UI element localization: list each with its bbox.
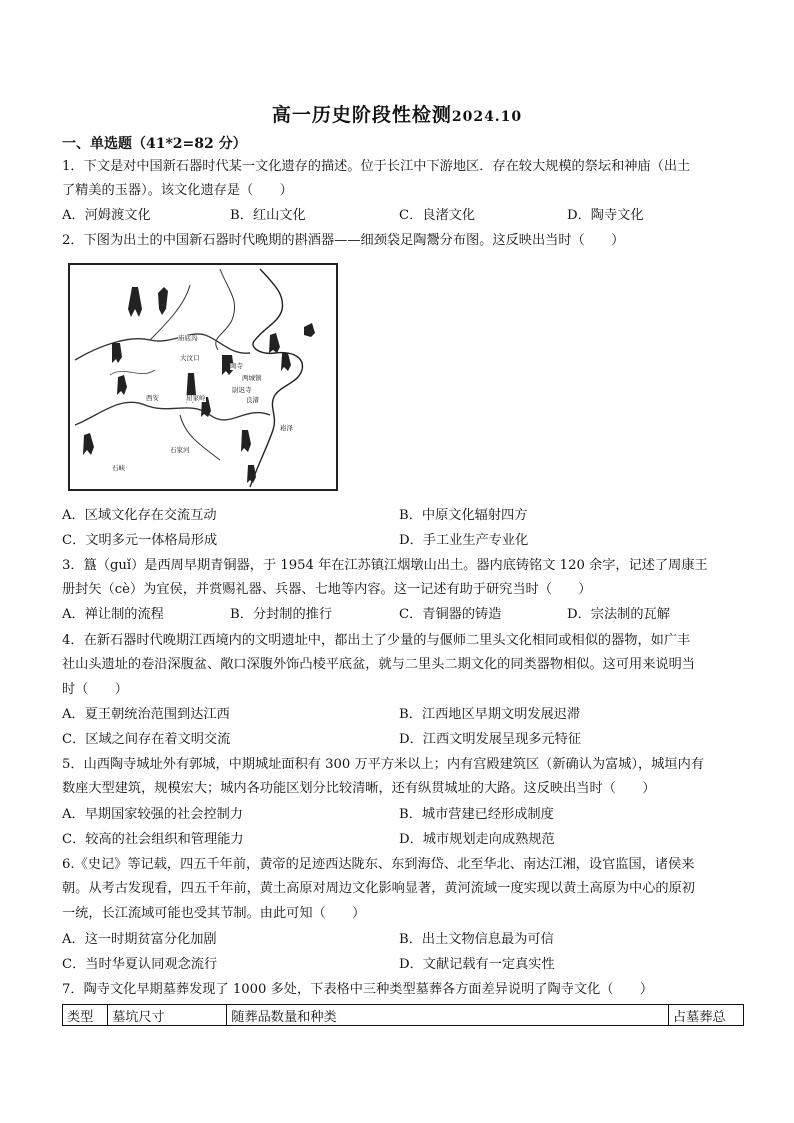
q4-line-2: 社山头遗址的卷沿深腹盆、敞口深腹外饰凸棱平底盆，就与二里头二期文化的同类器物相似。这可用来说明当 (62, 657, 695, 672)
q6-line-3: 一统，长江流域可能也受其节制。由此可知（ ） (62, 906, 366, 921)
map-label-3: 两城镇 (242, 374, 262, 382)
map-label-10: 石峡 (112, 464, 125, 472)
table-header-cell: 墓坑尺寸 (108, 1005, 227, 1026)
map-label-6: 屈家岭 (186, 394, 206, 402)
q5-option-c[interactable]: C．较高的社会组织和管理能力 (62, 832, 244, 847)
q4-option-d[interactable]: D．江西文明发展呈现多元特征 (399, 732, 582, 747)
q2-option-b[interactable]: B．中原文化辐射四方 (399, 508, 528, 523)
q3-option-c[interactable]: C．青铜器的铸造 (399, 607, 502, 622)
q6-option-d[interactable]: D．文献记载有一定真实性 (399, 957, 555, 972)
page-title (0, 100, 794, 127)
q3-option-d[interactable]: D．宗法制的瓦解 (567, 607, 670, 622)
q1-line-1: 1．下文是对中国新石器时代某一文化遗存的描述。位于长江中下游地区．存在较大规模的祭坛和神庙（出土 (62, 159, 691, 174)
tomb-comparison-table (62, 1004, 744, 1026)
q1-option-d[interactable]: D．陶寺文化 (567, 208, 644, 223)
q4-line-1: 4．在新石器时代晚期江西境内的文明遗址中，都出土了少量的与偃师二里头文化相同或相似的器物，如广丰 (62, 633, 691, 648)
map-label-8: 石家河 (170, 446, 190, 454)
section-heading: 一、单选题（41*2=82 分） (62, 136, 247, 152)
q2-line-1: 2．下图为出土的中国新石器时代晚期的斟酒器——细颈袋足陶鬶分布图。这反映出当时（ ） (62, 233, 625, 248)
q3-line-2: 册封矢（cè）为宜侯，并赏赐礼器、兵器、七地等内容。这一记述有助于研究当时（ ） (62, 582, 592, 597)
q1-option-c[interactable]: C．良渚文化 (399, 208, 476, 223)
q1-line-2: 了精美的玉器）。该文化遗存是（ ） (62, 183, 293, 198)
map-drawing (70, 265, 336, 489)
map-label-0: 庙底沟 (178, 334, 198, 342)
q3-option-a[interactable]: A．禅让制的流程 (62, 607, 164, 622)
table-header-cell: 占墓葬总 (668, 1005, 743, 1026)
q4-option-c[interactable]: C．区域之间存在着文明交流 (62, 732, 231, 747)
table-header-row (63, 1005, 744, 1026)
pottery-distribution-map (68, 263, 338, 491)
q2-option-c[interactable]: C．文明多元一体格局形成 (62, 533, 218, 548)
q6-option-b[interactable]: B．出土文物信息最为可信 (399, 932, 554, 947)
q2-option-d[interactable]: D．手工业生产专业化 (399, 533, 529, 548)
table-header-cell: 随葬品数量和种类 (227, 1005, 669, 1026)
q4-option-a[interactable]: A．夏王朝统治范围到达江西 (62, 707, 230, 722)
q5-option-a[interactable]: A．早期国家较强的社会控制力 (62, 807, 243, 822)
q5-option-b[interactable]: B．城市营建已经形成制度 (399, 807, 554, 822)
table-header-cell: 类型 (63, 1005, 108, 1026)
q3-line-1: 3．簋（guǐ）是西周早期青铜器，于 1954 年在江苏镇江烟墩山出土。器内底铸铭文 120 余字，记述了周康王 (62, 558, 708, 573)
q4-option-b[interactable]: B．江西地区早期文明发展迟滞 (399, 707, 581, 722)
q6-option-c[interactable]: C．当时华夏认同观念流行 (62, 957, 218, 972)
q5-line-1: 5．山西陶寺城址外有郭城，中期城址面积有 300 万平方米以上；内有宫殿建筑区（新确认为富城），城垣内有 (62, 757, 704, 772)
q5-line-2: 数座大型建筑，规模宏大；城内各功能区划分比较清晰，还有纵贯城址的大路。这反映出当时（ ） (62, 781, 656, 796)
map-label-1: 大汶口 (180, 354, 200, 362)
map-label-9: 崧泽 (280, 424, 293, 432)
q6-line-2: 朝。从考古发现看，四五千年前，黄土高原对周边文化影响显著，黄河流域一度实现以黄土高原为中心的原初 (62, 881, 695, 896)
map-label-7: 良渚 (246, 396, 259, 404)
title-text: 高一历史阶段性检测 (271, 104, 452, 126)
map-label-5: 西安 (146, 394, 159, 402)
q1-option-b[interactable]: B．红山文化 (230, 208, 306, 223)
q3-option-b[interactable]: B．分封制的推行 (230, 607, 333, 622)
q4-line-3: 时（ ） (62, 682, 128, 697)
q5-option-d[interactable]: D．城市规划走向成熟规范 (399, 832, 555, 847)
q1-option-a[interactable]: A．河姆渡文化 (62, 208, 151, 223)
map-label-4: 尉迟寺 (232, 386, 252, 394)
q6-option-a[interactable]: A．这一时期贫富分化加剧 (62, 932, 217, 947)
q6-line-1: 6.《史记》等记载，四五千年前，黄帝的足迹西达陇东、东到海岱、北至华北、南达江湘，设官监国，诸侯来 (62, 857, 695, 872)
q2-option-a[interactable]: A．区域文化存在交流互动 (62, 508, 217, 523)
q7-line-1: 7．陶寺文化早期墓葬发现了 1000 多处，下表格中三种类型墓葬各方面差异说明了陶寺文化（ ） (62, 982, 654, 997)
title-year: 2024.10 (451, 109, 523, 125)
map-label-2: 陶寺 (230, 362, 243, 370)
